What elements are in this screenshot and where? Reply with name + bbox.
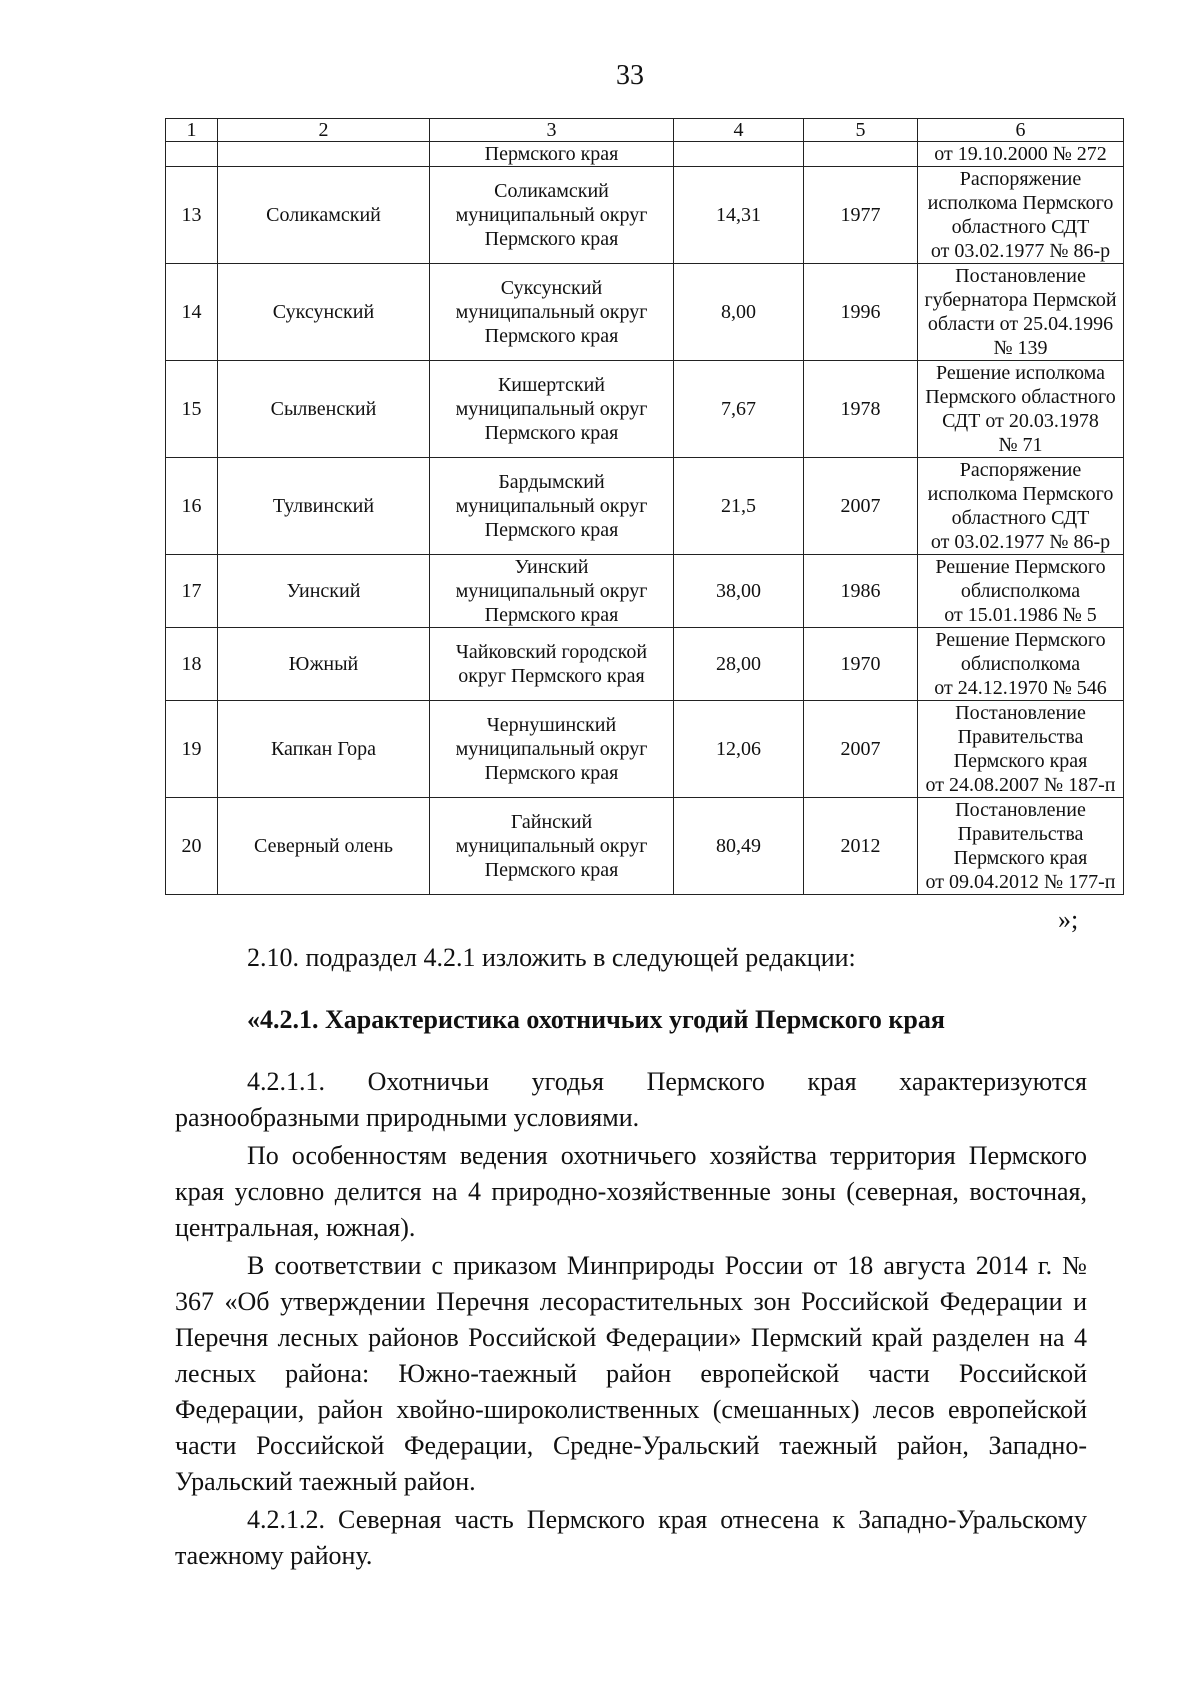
table-body	[166, 142, 1124, 895]
cell-name: Суксунский	[218, 264, 430, 361]
cell-num: 13	[166, 167, 218, 264]
cell-document: Решение Пермского облисполкома от 24.12.1970 № 546	[918, 628, 1124, 701]
cell-year: 2012	[804, 798, 918, 895]
cell-num: 19	[166, 701, 218, 798]
table-header-row	[166, 119, 1124, 142]
cell-year	[804, 142, 918, 167]
closing-quote: »;	[1058, 905, 1079, 934]
cell-num: 17	[166, 555, 218, 628]
cell-name: Сылвенский	[218, 361, 430, 458]
cell-document: Распоряжение исполкома Пермского областного СДТ от 03.02.1977 № 86-р	[918, 167, 1124, 264]
column-header-5: 5	[804, 119, 918, 142]
cell-area: 80,49	[674, 798, 804, 895]
cell-num: 16	[166, 458, 218, 555]
cell-year: 1978	[804, 361, 918, 458]
cell-year: 2007	[804, 458, 918, 555]
table-row	[166, 555, 1124, 628]
column-header-1: 1	[166, 119, 218, 142]
cell-year: 1977	[804, 167, 918, 264]
cell-document: Постановление губернатора Пермской области от 25.04.1996 № 139	[918, 264, 1124, 361]
cell-document: от 19.10.2000 № 272	[918, 142, 1124, 167]
cell-municipality: Кишертский муниципальный округ Пермского края	[430, 361, 674, 458]
section-heading: «4.2.1. Характеристика охотничьих угодий Пермского края	[247, 1005, 945, 1034]
table-row	[166, 264, 1124, 361]
cell-municipality: Суксунский муниципальный округ Пермского края	[430, 264, 674, 361]
cell-document: Решение исполкома Пермского областного СДТ от 20.03.1978 № 71	[918, 361, 1124, 458]
table-row	[166, 628, 1124, 701]
page-number: 33	[616, 60, 644, 91]
cell-num	[166, 142, 218, 167]
body-text	[175, 940, 1087, 1576]
cell-document: Постановление Правительства Пермского края от 24.08.2007 № 187-п	[918, 701, 1124, 798]
column-header-6: 6	[918, 119, 1124, 142]
cell-year: 2007	[804, 701, 918, 798]
table-row	[166, 701, 1124, 798]
registry-table	[165, 118, 1124, 895]
cell-document: Постановление Правительства Пермского края от 09.04.2012 № 177-п	[918, 798, 1124, 895]
table-row	[166, 167, 1124, 264]
cell-municipality: Уинский муниципальный округ Пермского края	[430, 555, 674, 628]
cell-year: 1996	[804, 264, 918, 361]
cell-name: Капкан Гора	[218, 701, 430, 798]
cell-municipality: Пермского края	[430, 142, 674, 167]
cell-num: 20	[166, 798, 218, 895]
cell-name	[218, 142, 430, 167]
cell-area: 14,31	[674, 167, 804, 264]
cell-name: Тулвинский	[218, 458, 430, 555]
column-header-2: 2	[218, 119, 430, 142]
column-header-4: 4	[674, 119, 804, 142]
paragraph-4-2-1-2: 4.2.1.2. Северная часть Пермского края отнесена к Западно-Уральскому таежному району.	[175, 1505, 1087, 1570]
cell-year: 1986	[804, 555, 918, 628]
paragraph-4-2-1-1: 4.2.1.1. Охотничьи угодья Пермского края характеризуются разнообразными природными условиями.	[175, 1067, 1087, 1132]
cell-num: 15	[166, 361, 218, 458]
table-row	[166, 458, 1124, 555]
instruction-paragraph: 2.10. подраздел 4.2.1 изложить в следующей редакции:	[247, 943, 856, 972]
cell-year: 1970	[804, 628, 918, 701]
cell-num: 14	[166, 264, 218, 361]
table-row-continuation	[166, 142, 1124, 167]
cell-name: Южный	[218, 628, 430, 701]
cell-municipality: Бардымский муниципальный округ Пермского края	[430, 458, 674, 555]
cell-municipality: Чернушинский муниципальный округ Пермского края	[430, 701, 674, 798]
cell-area: 28,00	[674, 628, 804, 701]
column-header-3: 3	[430, 119, 674, 142]
cell-num: 18	[166, 628, 218, 701]
cell-municipality: Соликамский муниципальный округ Пермского края	[430, 167, 674, 264]
cell-area: 12,06	[674, 701, 804, 798]
cell-name: Уинский	[218, 555, 430, 628]
cell-name: Северный олень	[218, 798, 430, 895]
paragraph-zones: По особенностям ведения охотничьего хозяйства территория Пермского края условно делится на 4 природно-хозяйственные зоны (северная, восточная, центральная, южная).	[175, 1141, 1087, 1242]
cell-municipality: Гайнский муниципальный округ Пермского края	[430, 798, 674, 895]
cell-area: 8,00	[674, 264, 804, 361]
cell-area: 38,00	[674, 555, 804, 628]
table-row	[166, 361, 1124, 458]
cell-area: 7,67	[674, 361, 804, 458]
cell-name: Соликамский	[218, 167, 430, 264]
cell-area: 21,5	[674, 458, 804, 555]
cell-municipality: Чайковский городской округ Пермского края	[430, 628, 674, 701]
cell-area	[674, 142, 804, 167]
paragraph-forest-regions: В соответствии с приказом Минприроды России от 18 августа 2014 г. № 367 «Об утверждении Перечня лесорастительных зон Российской Федерации и Перечня лесных районов Российской Федерации» Пермский край разделен на 4 лесных района: Южно-таежный район европейской части Российской Федерации, район хвойно-широколиственных (смешанных) лесов европейской части Российской Федерации, Средне-Уральский таежный район, Западно-Уральский таежный район.	[175, 1251, 1087, 1496]
table-row	[166, 798, 1124, 895]
cell-document: Решение Пермского облисполкома от 15.01.1986 № 5	[918, 555, 1124, 628]
cell-document: Распоряжение исполкома Пермского областного СДТ от 03.02.1977 № 86-р	[918, 458, 1124, 555]
